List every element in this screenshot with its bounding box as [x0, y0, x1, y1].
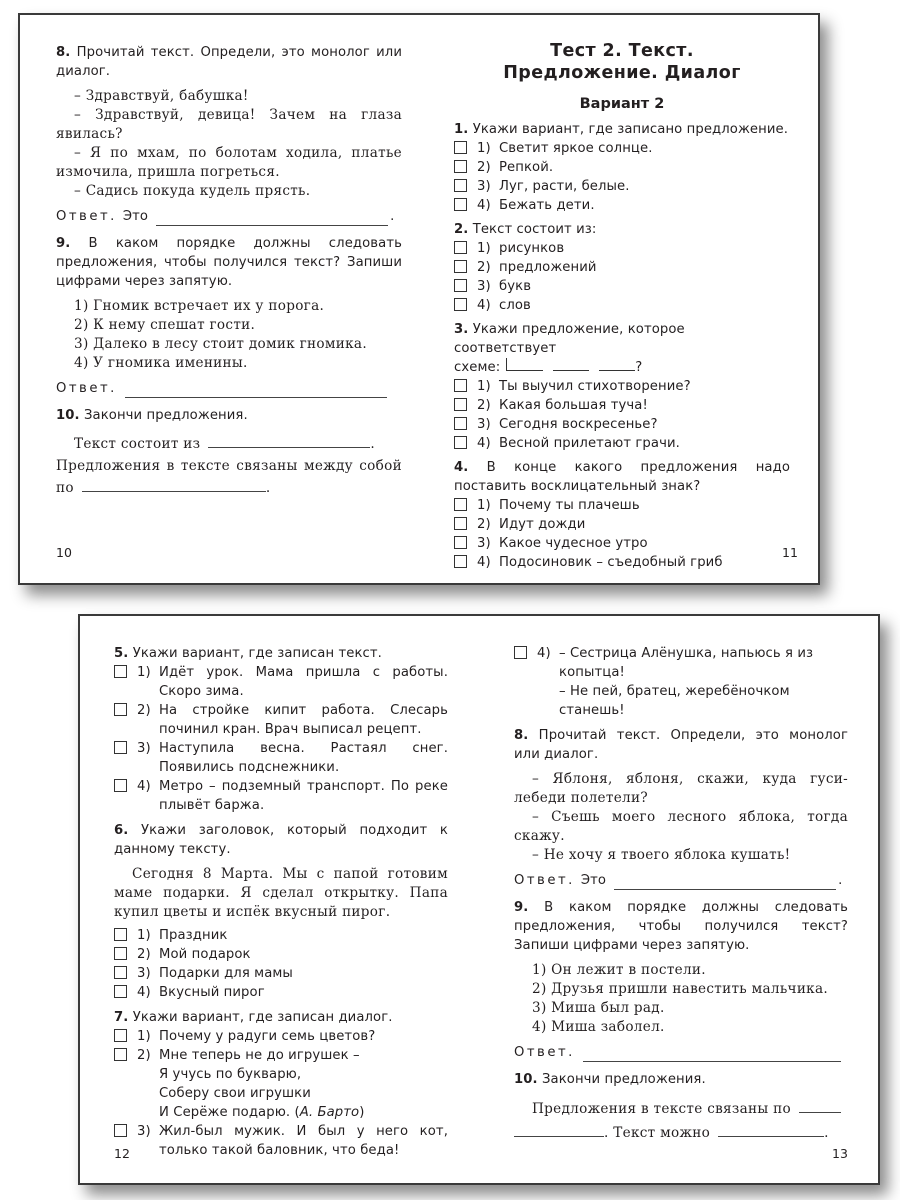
answer-row-q8: Ответ. Это .: [56, 209, 395, 224]
option[interactable]: 2) Мне теперь не до игрушек – Я учусь по букварю, Соберу свои игрушки И Серёже подарю. (А. Барто): [114, 1046, 448, 1122]
spread-pages-10-11: [18, 13, 820, 585]
dialogue-text: [514, 770, 848, 865]
question-8: 8. Прочитай текст. Определи, это монолог или диалог.: [514, 728, 849, 762]
answer-blank[interactable]: [514, 1122, 604, 1137]
checkbox[interactable]: [454, 179, 467, 192]
option[interactable]: 4) Метро – подземный транспорт. По реке плывёт баржа.: [114, 777, 448, 815]
page-11: [454, 40, 790, 572]
checkbox[interactable]: [114, 741, 127, 754]
checkbox[interactable]: [454, 198, 467, 211]
checkbox[interactable]: [454, 436, 467, 449]
page-number: 13: [832, 1146, 848, 1161]
complete-sentences: Текст состоит из . Предложения в тексте связаны между собой по .: [56, 433, 402, 499]
answer-blank[interactable]: [82, 477, 266, 492]
answer-blank[interactable]: [583, 1047, 841, 1062]
option[interactable]: 1) Ты выучил стихотворение?: [454, 377, 790, 396]
sentence-list: [56, 297, 402, 373]
complete-sentences: Предложения в тексте связаны по . Текст можно .: [514, 1097, 848, 1145]
checkbox[interactable]: [114, 665, 127, 678]
variant-heading: Вариант 2: [579, 96, 665, 112]
option[interactable]: 1) Почему у радуги семь цветов?: [114, 1027, 448, 1046]
author-name: А. Барто: [299, 1105, 360, 1120]
page-10: [56, 43, 402, 499]
option[interactable]: 1) Праздник: [114, 926, 448, 945]
option[interactable]: 3) Луг, расти, белые.: [454, 177, 790, 196]
answer-row-q8: Ответ. Это .: [514, 873, 843, 888]
checkbox[interactable]: [454, 417, 467, 430]
checkbox[interactable]: [454, 279, 467, 292]
checkbox[interactable]: [114, 985, 127, 998]
dialogue-text: [56, 87, 402, 201]
list-item: 2) К нему спешат гости.: [74, 317, 256, 333]
page-13: [514, 644, 848, 1145]
question-1: 1. Укажи вариант, где записано предложение. 1) Светит яркое солнце. 2) Репкой. 3) Луг, расти, белые. 4) Бежать дети.: [454, 122, 789, 213]
checkbox[interactable]: [114, 1029, 127, 1042]
option[interactable]: 4) Вкусный пирог: [114, 983, 448, 1002]
answer-blank[interactable]: [718, 1122, 824, 1137]
option[interactable]: 2) Какая большая туча!: [454, 396, 790, 415]
question-7: 7. Укажи вариант, где записан диалог. 1) Почему у радуги семь цветов? 2) Мне теперь не до игрушек – Я учусь по букварю, Соберу свои игрушки И Серёже подарю. (А. Барто) 3) Жил-был мужик. И был у него кот, только такой баловник, что беда!: [114, 1010, 448, 1158]
option[interactable]: 1) рисунков: [454, 239, 790, 258]
list-item: 1) Он лежит в постели.: [532, 962, 706, 978]
option[interactable]: 2) Мой подарок: [114, 945, 448, 964]
test-title: Тест 2. Текст.: [550, 41, 694, 61]
option[interactable]: 4) – Сестрица Алёнушка, напьюсь я из копытца! – Не пей, братец, жеребёночком станешь!: [514, 644, 848, 720]
checkbox[interactable]: [454, 260, 467, 273]
checkbox[interactable]: [114, 779, 127, 792]
sentence-schema-icon: [506, 358, 635, 371]
answer-blank[interactable]: [125, 383, 387, 398]
checkbox[interactable]: [454, 298, 467, 311]
answer-blank[interactable]: [156, 211, 388, 226]
checkbox[interactable]: [454, 498, 467, 511]
page-number: 11: [782, 545, 798, 560]
spread-pages-12-13: [78, 614, 880, 1185]
question-9: 9. В каком порядке должны следовать предложения, чтобы получился текст? Запиши цифрами через запятую.: [514, 900, 848, 953]
answer-blank[interactable]: [614, 875, 836, 890]
option[interactable]: 2) Идут дожди: [454, 515, 790, 534]
option[interactable]: 4) Бежать дети.: [454, 196, 790, 215]
answer-row-q9: Ответ.: [514, 1043, 848, 1062]
question-9: 9. В каком порядке должны следовать предложения, чтобы получился текст? Запиши цифрами через запятую.: [56, 236, 402, 289]
checkbox[interactable]: [454, 517, 467, 530]
list-item: 2) Друзья пришли навестить мальчика.: [532, 981, 828, 997]
question-2: 2. Текст состоит из: 1) рисунков 2) предложений 3) букв 4) слов: [454, 220, 790, 315]
question-10: 10. Закончи предложения.: [514, 1072, 706, 1087]
option[interactable]: 1) Идёт урок. Мама пришла с работы. Скоро зима.: [114, 663, 448, 701]
checkbox[interactable]: [114, 1124, 127, 1137]
option[interactable]: 1) Почему ты плачешь: [454, 496, 790, 515]
option[interactable]: 3) Какое чудесное утро: [454, 534, 790, 553]
dialogue-line: – Садись покуда кудель прясть.: [74, 183, 311, 199]
checkbox[interactable]: [114, 966, 127, 979]
checkbox[interactable]: [114, 703, 127, 716]
list-item: 3) Далеко в лесу стоит домик гномика.: [74, 336, 367, 352]
dialogue-line: – Съешь моего лесного яблока, тогда скажу.: [514, 809, 848, 844]
sentence-list: [514, 961, 848, 1037]
option[interactable]: 3) Наступила весна. Растаял снег. Появились подснежники.: [114, 739, 448, 777]
answer-blank[interactable]: [799, 1098, 841, 1113]
dialogue-line: – Здравствуй, бабушка!: [74, 88, 249, 104]
option[interactable]: 4) Подосиновик – съедобный гриб: [454, 553, 790, 572]
option[interactable]: 3) Жил-был мужик. И был у него кот, только такой баловник, что беда!: [114, 1122, 448, 1160]
test-subtitle: Предложение. Диалог: [503, 63, 741, 83]
checkbox[interactable]: [454, 536, 467, 549]
dialogue-line: – Здравствуй, девица! Зачем на глаза явилась?: [56, 107, 402, 142]
question-4: 4. В конце какого предложения надо поставить восклицательный знак? 1) Почему ты плачешь 2) Идут дожди 3) Какое чудесное утро 4) Подосиновик – съедобный гриб: [454, 460, 790, 570]
page-number: 10: [56, 545, 72, 560]
page-12: [114, 644, 448, 1160]
checkbox[interactable]: [454, 241, 467, 254]
question-8: 8. Прочитай текст. Определи, это монолог или диалог.: [56, 45, 402, 79]
checkbox[interactable]: [114, 947, 127, 960]
list-item: 4) У гномика именины.: [74, 355, 248, 371]
checkbox[interactable]: [454, 160, 467, 173]
option[interactable]: 2) предложений: [454, 258, 790, 277]
checkbox[interactable]: [454, 398, 467, 411]
answer-blank[interactable]: [208, 433, 370, 448]
option[interactable]: 4) слов: [454, 296, 790, 315]
option[interactable]: 1) Светит яркое солнце.: [454, 139, 790, 158]
answer-row-q9: Ответ.: [56, 379, 402, 398]
dialogue-line: – Яблоня, яблоня, скажи, куда гуси-лебеди полетели?: [514, 771, 848, 806]
checkbox[interactable]: [454, 141, 467, 154]
checkbox[interactable]: [114, 928, 127, 941]
question-6: 6. Укажи заголовок, который подходит к данному тексту. Сегодня 8 Марта. Мы с папой готовим маме подарки. Я сделал открытку. Папа купил цветы и испёк вкусный пирог. 1) Праздник 2) Мой подарок 3) Подарки для мамы 4) Вкусный пирог: [114, 823, 449, 1000]
list-item: 4) Миша заболел.: [532, 1019, 665, 1035]
option[interactable]: 2) Репкой.: [454, 158, 790, 177]
question-3: 3. Укажи предложение, которое соответствует схеме: ? 1) Ты выучил стихотворение? 2) Какая большая туча! 3) Сегодня воскресенье? 4) Весной прилетают грачи.: [454, 320, 790, 453]
option[interactable]: 3) Сегодня воскресенье?: [454, 415, 790, 434]
option[interactable]: 3) букв: [454, 277, 790, 296]
question-7-option-4: [514, 644, 848, 720]
question-5: 5. Укажи вариант, где записан текст. 1) Идёт урок. Мама пришла с работы. Скоро зима. 2) На стройке кипит работа. Слесарь починил кран. Врач выписал рецепт. 3) Наступила весна. Растаял снег. Появились подснежники. 4) Метро – подземный транспорт. По реке плывёт баржа.: [114, 646, 448, 813]
option[interactable]: 3) Подарки для мамы: [114, 964, 448, 983]
passage-text: Сегодня 8 Марта. Мы с папой готовим маме подарки. Я сделал открытку. Папа купил цветы и испёк вкусный пирог.: [114, 866, 448, 920]
option[interactable]: 4) Весной прилетают грачи.: [454, 434, 790, 453]
dialogue-line: – Я по мхам, по болотам ходила, платье измочила, пришла погреться.: [56, 145, 402, 180]
list-item: 3) Миша был рад.: [532, 1000, 665, 1016]
checkbox[interactable]: [454, 555, 467, 568]
checkbox[interactable]: [114, 1048, 127, 1061]
list-item: 1) Гномик встречает их у порога.: [74, 298, 325, 314]
option[interactable]: 2) На стройке кипит работа. Слесарь починил кран. Врач выписал рецепт.: [114, 701, 448, 739]
checkbox[interactable]: [454, 379, 467, 392]
checkbox[interactable]: [514, 646, 527, 659]
page-number: 12: [114, 1146, 130, 1161]
dialogue-line: – Не хочу я твоего яблока кушать!: [532, 847, 791, 863]
question-10: 10. Закончи предложения.: [56, 408, 248, 423]
